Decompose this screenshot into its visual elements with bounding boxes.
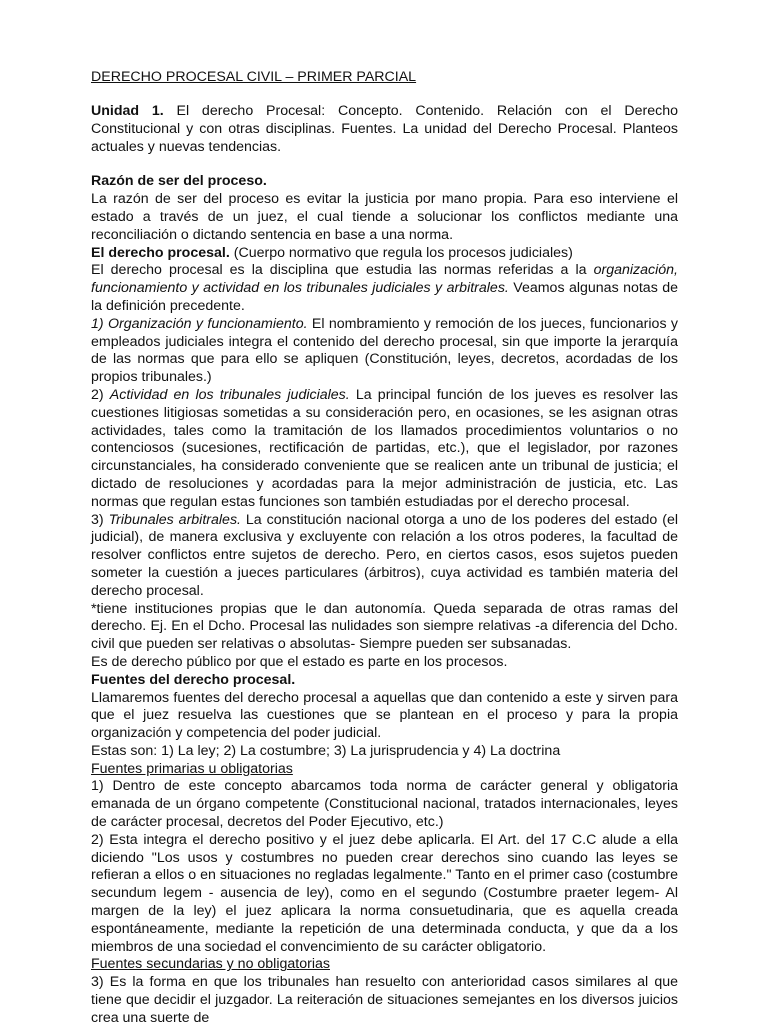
- derecho-procesal-note: (Cuerpo normativo que regula los procesos judiciales): [229, 244, 573, 261]
- point-2-paragraph: [91, 387, 678, 512]
- point-1-paragraph: [91, 316, 678, 387]
- unit-paragraph: [91, 103, 678, 156]
- paragraph-spacer: [91, 156, 678, 173]
- derecho-procesal-heading-line: [91, 245, 678, 263]
- point-3-label: Tribunales arbitrales.: [108, 511, 241, 528]
- definition-italic: organización, funcionamiento y actividad en los tribunales judiciales y arbitrales.: [91, 262, 678, 297]
- definition-text-a: El derecho procesal es la disciplina que estudia las normas referidas a la: [91, 262, 594, 279]
- unit-text: El derecho Procesal: Concepto. Contenido. Relación con el Derecho Constitucional y con otras disciplinas. Fuentes. La unidad del Derecho Procesal. Planteos actuales y nuevas tendencias.: [91, 103, 678, 155]
- fuentes-primarias-1: 1) Dentro de este concepto abarcamos toda norma de carácter general y obligatoria emanada de un órgano competente (Constitucional nacional, tratados internacionales, leyes de carácter procesal, decretos del Poder Ejecutivo, etc.): [91, 778, 678, 831]
- point-3-text: La constitución nacional otorga a uno de los poderes del estado (el judicial), de manera exclusiva y excluyente con relación a los otros poderes, la facultad de resolver conflictos entre sujetos de derecho. Pero, en ciertos casos, esos sujetos pueden someter la cuestión a jueces particulares (árbitros), cuya actividad es también materia del derecho procesal.: [91, 511, 679, 599]
- point-3-number: 3): [91, 511, 109, 528]
- razon-heading: Razón de ser del proceso.: [91, 173, 267, 190]
- fuentes-secundarias-heading: Fuentes secundarias y no obligatorias: [91, 956, 330, 973]
- fuentes-primarias-2: 2) Esta integra el derecho positivo y el juez debe aplicarla. El Art. del 17 C.C alude a ella diciendo "Los usos y costumbres no pueden crear derechos sino cuando las leyes se refieran a ellos o en situaciones no regladas legalmente." Tanto en el primer caso (costumbre secundum legem - ausencia de ley), como en el segundo (Costumbre praeter legem- Al margen de la ley) el juez aplicara la norma consuetudinaria, que es aquella creada espontáneamente, mediante la repetición de una determinada conducta, y que da a los miembros de una sociedad el convencimiento de su carácter obligatorio.: [91, 831, 678, 955]
- document-title: DERECHO PROCESAL CIVIL – PRIMER PARCIAL: [91, 69, 417, 85]
- definition-paragraph: [91, 262, 678, 315]
- fuentes-primarias-heading: Fuentes primarias u obligatorias: [91, 760, 293, 777]
- definition-text-b: Veamos algunas notas de la definición precedente.: [91, 280, 678, 314]
- derecho-procesal-heading: El derecho procesal.: [91, 244, 230, 261]
- fuentes-intro: Llamaremos fuentes del derecho procesal a aquellas que dan contenido a este y sirven para que el juez resuelva las cuestiones que se plantean en el proceso y para la propia organización y competencia del poder judicial.: [91, 689, 678, 742]
- point-2-label: Actividad en los tribunales judiciales.: [109, 386, 350, 403]
- point-2-number: 2): [91, 386, 110, 403]
- fuentes-heading: Fuentes del derecho procesal.: [91, 671, 296, 688]
- point-1-text: El nombramiento y remoción de los jueces, funcionarios y empleados judiciales integra el contenido del derecho procesal, sin que importe la jerarquía de las normas que para ello se apliquen (Constitución, leyes, decretos, acordadas de los propios tribunales.): [91, 315, 678, 386]
- point-1-label: 1) Organización y funcionamiento.: [91, 315, 308, 332]
- point-2-text: La principal función de los jueves es resolver las cuestiones litigiosas sometidas a su consideración pero, en ocasiones, se les asignan otras actividades, tales como la tramitación de los llamados procedimientos voluntarios o no contenciosos (sucesiones, rectificación de partidas, etc.), que el legislador, por razones circunstanciales, ha considerado conveniente que se realicen ante un tribunal de justicia; el dictado de resoluciones y acordadas para la mejor administración de justicia, etc. Las normas que regulan estas funciones son también estudiadas por el derecho procesal.: [91, 386, 678, 510]
- point-3-paragraph: [91, 512, 678, 601]
- publico-paragraph: Es de derecho público por que el estado es parte en los procesos.: [91, 653, 508, 670]
- razon-text: La razón de ser del proceso es evitar la justicia por mano propia. Para eso interviene el estado a través de un juez, el cual tiende a solucionar los conflictos mediante una reconciliación o dictando sentencia en base a una norma.: [91, 191, 678, 243]
- autonomia-paragraph: *tiene instituciones propias que le dan autonomía. Queda separada de otras ramas del derecho. Ej. En el Dcho. Procesal las nulidades son siempre relativas -a diferencia del Dcho. civil que pueden ser relativas o absolutas- Siempre pueden ser subsanadas.: [91, 600, 678, 653]
- unit-heading: Unidad 1.: [91, 103, 164, 119]
- fuentes-list: Estas son: 1) La ley; 2) La costumbre; 3) La jurisprudencia y 4) La doctrina: [91, 742, 561, 759]
- fuentes-secundarias-3: 3) Es la forma en que los tribunales han resuelto con anterioridad casos similares al que tiene que decidir el juzgador. La reiteración de situaciones semejantes en los diversos juicios crea una suerte de: [91, 974, 678, 1026]
